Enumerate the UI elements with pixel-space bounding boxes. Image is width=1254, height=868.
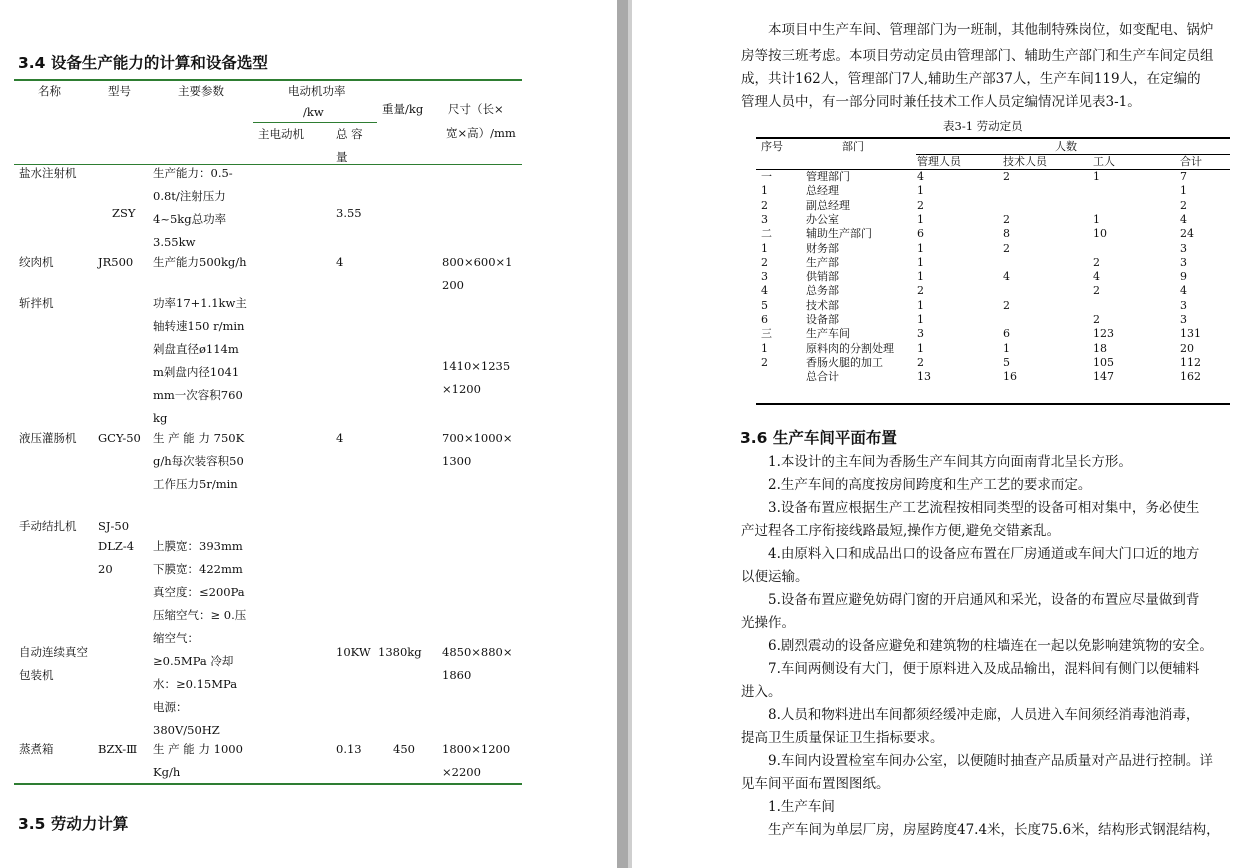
labor-cell-dept: 副总经理 (806, 198, 850, 212)
labor-cell-mgmt: 1 (917, 270, 924, 284)
labor-cell-seq: 1 (761, 341, 768, 355)
labor-cell-dept: 总合计 (806, 370, 839, 384)
labor-cell-mgmt: 13 (917, 370, 931, 384)
section-3-6-heading: 3.6 生产车间平面布置 (740, 429, 897, 447)
labor-cell-dept: 办公室 (806, 212, 839, 226)
col-header-total-capacity: 总 容 (336, 127, 363, 141)
labor-cell-mgmt: 1 (917, 184, 924, 198)
labor-cell-tech: 8 (1003, 227, 1010, 241)
layout-paragraph-line: 生产车间为单层厂房，房屋跨度47.4米，长度75.6米，结构形式钢混结构， (768, 822, 1220, 838)
labor-cell-worker: 1 (1093, 212, 1100, 226)
labor-cell-seq: 5 (761, 298, 768, 312)
section-3-4-heading: 3.4 设备生产能力的计算和设备选型 (18, 54, 268, 72)
labor-cell-dept: 设备部 (806, 313, 839, 326)
labor-cell-seq: 6 (761, 313, 768, 326)
labor-cell-seq: 4 (761, 284, 768, 298)
layout-paragraph-line: 5.设备布置应避免妨碍门窗的开启通风和采光，设备的布置应尽量做到背 (768, 592, 1200, 608)
labor-cell-seq: 1 (761, 184, 768, 198)
header-bottom-rule (14, 164, 522, 165)
labor-table-top-rule (756, 137, 1230, 139)
labor-cell-mgmt: 1 (917, 341, 924, 355)
equipment-name: 绞肉机 (19, 255, 54, 269)
labor-cell-worker: 2 (1093, 255, 1100, 269)
labor-cell-tech: 5 (1003, 355, 1010, 369)
labor-cell-total: 1 (1180, 184, 1187, 198)
layout-paragraph-line: 8.人员和物料进出车间都须经缓冲走廊，人员进入车间须经消毒池消毒， (768, 707, 1200, 723)
labor-cell-total: 20 (1180, 341, 1194, 355)
labor-header-worker: 工人 (1093, 155, 1115, 168)
col-header-size: 尺寸（长× (448, 102, 504, 116)
layout-paragraph-line: 以便运输。 (741, 569, 809, 585)
labor-header-seq: 序号 (761, 140, 783, 153)
labor-cell-worker: 2 (1093, 284, 1100, 298)
table-3-1-caption: 表3-1 劳动定员 (943, 119, 1023, 133)
table-top-rule (14, 79, 522, 81)
equipment-power: 4 (336, 255, 344, 269)
labor-cell-mgmt: 3 (917, 327, 924, 341)
labor-cell-seq: 2 (761, 355, 768, 369)
layout-paragraph-line: 进入。 (741, 684, 782, 700)
col-header-power-unit: /kw (303, 105, 324, 119)
labor-cell-worker: 2 (1093, 313, 1100, 326)
equipment-model: JR500 (98, 255, 134, 269)
labor-cell-total: 4 (1180, 284, 1187, 298)
layout-paragraph-line: 9.车间内设置检室车间办公室，以便随时抽查产品质量对产品进行控制。详 (768, 753, 1213, 769)
labor-cell-mgmt: 2 (917, 355, 924, 369)
labor-cell-total: 131 (1180, 327, 1201, 341)
labor-table-bottom-rule (756, 403, 1230, 405)
layout-paragraph-line: 见车间平面布置图图纸。 (741, 776, 890, 792)
equipment-params: 生产能力：0.5-0.8t/注射压力4~5kg总功率3.55kw (153, 166, 233, 249)
col-header-name: 名称 (38, 84, 61, 98)
labor-cell-seq: 2 (761, 255, 768, 269)
equipment-params: 生 产 能 力 1000Kg/h (153, 742, 243, 779)
labor-cell-total: 7 (1180, 170, 1187, 183)
labor-cell-tech: 4 (1003, 270, 1010, 284)
labor-cell-total: 9 (1180, 270, 1187, 284)
col-header-main-motor: 主电动机 (258, 127, 304, 141)
layout-paragraph-line: 2.生产车间的高度按房间跨度和生产工艺的要求而定。 (768, 477, 1092, 493)
labor-cell-total: 112 (1180, 355, 1201, 369)
labor-cell-tech: 6 (1003, 327, 1010, 341)
labor-cell-total: 3 (1180, 298, 1187, 312)
labor-cell-mgmt: 1 (917, 313, 924, 326)
left-page (0, 0, 617, 868)
labor-cell-seq: 一 (761, 170, 772, 183)
labor-cell-tech: 1 (1003, 341, 1010, 355)
table-bottom-rule (14, 783, 522, 785)
labor-cell-dept: 香肠火腿的加工 (806, 355, 883, 369)
equipment-name: 蒸煮箱 (19, 742, 54, 756)
labor-cell-seq: 1 (761, 241, 768, 255)
labor-cell-worker: 147 (1093, 370, 1114, 384)
layout-paragraph-line: 1.本设计的主车间为香肠生产车间其方向面南背北呈长方形。 (768, 454, 1132, 470)
labor-cell-seq: 二 (761, 227, 772, 241)
labor-cell-dept: 技术部 (806, 298, 839, 312)
section-3-5-heading: 3.5 劳动力计算 (18, 815, 129, 833)
col-header-model: 型号 (108, 84, 131, 98)
labor-cell-mgmt: 1 (917, 298, 924, 312)
labor-header-people: 人数 (1055, 140, 1077, 153)
labor-cell-total: 162 (1180, 370, 1201, 384)
labor-cell-dept: 管理部门 (806, 170, 850, 183)
labor-cell-dept: 生产部 (806, 255, 839, 269)
equipment-model: DLZ-420 (98, 539, 135, 576)
equipment-model: GCY-50 (98, 431, 141, 445)
labor-cell-dept: 总经理 (806, 184, 839, 198)
labor-cell-worker: 1 (1093, 170, 1100, 183)
equipment-power: 0.13 (336, 742, 362, 756)
equipment-name: 自动连续真空包装机 (19, 645, 88, 682)
equipment-model: BZX-Ⅲ (98, 742, 138, 756)
col-header-size-2: 宽×高）/mm (446, 126, 516, 140)
labor-cell-worker: 105 (1093, 355, 1114, 369)
layout-paragraph-line: 3.设备布置应根据生产工艺流程按相同类型的设备可相对集中，务必使生 (768, 500, 1200, 516)
labor-cell-dept: 财务部 (806, 241, 839, 255)
labor-cell-total: 24 (1180, 227, 1194, 241)
right-page (632, 0, 1254, 868)
col-header-total-capacity-2: 量 (336, 150, 348, 164)
col-header-weight: 重量/kg (382, 102, 424, 116)
labor-cell-dept: 辅助生产部门 (806, 227, 872, 241)
equipment-name: 手动结扎机 (19, 519, 77, 533)
labor-cell-dept: 生产车间 (806, 327, 850, 341)
equipment-params: 生 产 能 力 750Kg/h每次装容积50工作压力5r/min (153, 431, 245, 491)
intro-paragraph-line: 成，共计162人，管理部门7人,辅助生产部37人，生产车间119人，在定编的 (741, 71, 1201, 87)
equipment-params: 生产能力500kg/h (153, 255, 247, 269)
power-subheader-rule (253, 122, 377, 123)
labor-cell-mgmt: 1 (917, 255, 924, 269)
equipment-name: 液压灌肠机 (19, 431, 77, 445)
equipment-size: 800×600×1200 (442, 255, 513, 292)
labor-cell-mgmt: 1 (917, 241, 924, 255)
labor-cell-total: 2 (1180, 198, 1187, 212)
labor-cell-dept: 原料肉的分割处理 (806, 341, 894, 355)
labor-cell-dept: 总务部 (806, 284, 839, 298)
labor-cell-tech: 2 (1003, 212, 1010, 226)
layout-paragraph-line: 产过程各工序衔接线路最短,操作方便,避免交错紊乱。 (741, 523, 1061, 539)
equipment-size: 4850×880×1860 (442, 645, 513, 682)
labor-cell-total: 3 (1180, 255, 1187, 269)
labor-header-dept: 部门 (842, 140, 864, 153)
equipment-power: 10KW (336, 645, 371, 659)
labor-cell-mgmt: 2 (917, 284, 924, 298)
col-header-params: 主要参数 (178, 84, 224, 98)
labor-cell-worker: 4 (1093, 270, 1100, 284)
equipment-model: SJ-50 (98, 519, 130, 533)
layout-paragraph-line: 提高卫生质量保证卫生指标要求。 (741, 730, 944, 746)
labor-cell-mgmt: 1 (917, 212, 924, 226)
layout-paragraph-line: 4.由原料入口和成品出口的设备应布置在厂房通道或车间大门口近的地方 (768, 546, 1200, 562)
intro-paragraph-line: 本项目中生产车间、管理部门为一班制，其他制特殊岗位，如变配电、锅炉 (768, 22, 1214, 38)
labor-cell-tech: 2 (1003, 170, 1010, 183)
col-header-power: 电动机功率 (288, 84, 346, 98)
layout-paragraph-line: 6.剧烈震动的设备应避免和建筑物的柱墙连在一起以免影响建筑物的安全。 (768, 638, 1213, 654)
equipment-power: 3.55 (336, 206, 362, 220)
intro-paragraph-line: 房等按三班考虑。本项目劳动定员由管理部门、辅助生产部门和生产车间定员组 (741, 48, 1214, 64)
layout-paragraph-line: 1.生产车间 (768, 799, 835, 815)
labor-cell-seq: 三 (761, 327, 772, 341)
intro-paragraph-line: 管理人员中，有一部分同时兼任技术工作人员定编情况详见表3-1。 (741, 94, 1141, 110)
labor-cell-tech: 16 (1003, 370, 1017, 384)
labor-cell-mgmt: 6 (917, 227, 924, 241)
equipment-params: 功率17+1.1kw主轴转速150 r/min 剁盘直径ø114mm剁盘内径1041mm一次容积760kg (153, 296, 247, 425)
labor-cell-total: 4 (1180, 212, 1187, 226)
equipment-name: 盐水注射机 (19, 166, 77, 180)
equipment-size: 1800×1200×2200 (442, 742, 511, 779)
labor-cell-seq: 2 (761, 198, 768, 212)
labor-cell-tech: 2 (1003, 241, 1010, 255)
labor-cell-mgmt: 4 (917, 170, 924, 183)
equipment-weight: 1380kg (378, 645, 422, 659)
equipment-weight: 450 (393, 742, 415, 756)
equipment-size: 1410×1235×1200 (442, 359, 511, 396)
labor-cell-mgmt: 2 (917, 198, 924, 212)
equipment-model: ZSY (112, 206, 136, 220)
labor-cell-tech: 2 (1003, 298, 1010, 312)
layout-paragraph-line: 光操作。 (741, 615, 795, 631)
labor-cell-total: 3 (1180, 241, 1187, 255)
layout-paragraph-line: 7.车间两侧设有大门，便于原料进入及成品输出，混料间有侧门以便辅料 (768, 661, 1200, 677)
labor-header-total: 合计 (1180, 155, 1202, 168)
labor-cell-total: 3 (1180, 313, 1187, 326)
labor-header-tech: 技术人员 (1003, 155, 1047, 168)
labor-cell-seq: 3 (761, 212, 768, 226)
labor-cell-worker: 123 (1093, 327, 1114, 341)
equipment-params: 上膜宽：393mm 下膜宽：422mm 真空度：≤200Pa 压缩空气：≥ 0.压缩空气：≥0.5MPa 冷却水：≥0.15MPa 电源：380V/50HZ (153, 539, 247, 737)
labor-header-mgmt: 管理人员 (917, 155, 961, 168)
labor-cell-dept: 供销部 (806, 270, 839, 284)
labor-cell-worker: 18 (1093, 341, 1107, 355)
equipment-name: 斩拌机 (19, 296, 54, 310)
labor-cell-seq: 3 (761, 270, 768, 284)
labor-cell-worker: 10 (1093, 227, 1107, 241)
equipment-size: 700×1000×1300 (442, 431, 513, 468)
equipment-power: 4 (336, 431, 344, 445)
